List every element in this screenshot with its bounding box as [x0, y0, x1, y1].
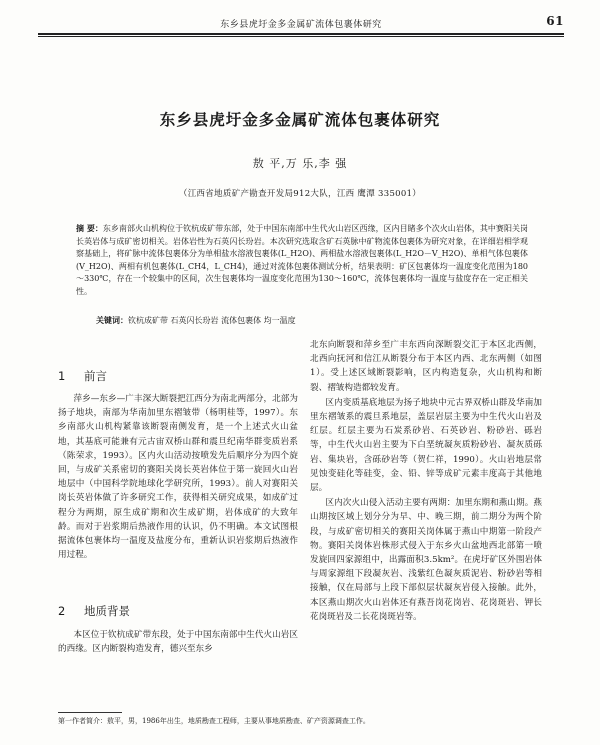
header-rule-thin [38, 36, 564, 37]
article-affiliation: （江西省地质矿产勘查开发局912大队，江西 鹰潭 335001） [178, 189, 422, 199]
paragraph: 本区位于钦杭成矿带东段，处于中国东南部中生代火山岩区的西缘。区内断裂构造发育，德兴至东乡 [58, 630, 298, 655]
intro-body [58, 392, 298, 562]
footnote: 第一作者简介：敖平，男，1986年出生，地质勘查工程师，主要从事地质勘查、矿产资源调查工作。 [58, 717, 370, 725]
section-number: 1 [58, 369, 66, 383]
abstract [76, 222, 528, 299]
abstract-text: 东乡南部火山机构位于钦杭成矿带东部，处于中国东南部中生代火山岩区西缘，区内目睹多个次火山岩体，其中赛阳关岗长英岩体与成矿密切相关。岩体岩性为石英闪长玢岩。本次研究选取含矿石英脉中矿物流体包裹体为研究对象，在详细岩相学观察基础上，将矿脉中流体包裹体分为单相盐水溶液包裹体(L_H2O)、两相盐水溶液包裹体(L_H2O－V_H2O)、单相气体包裹体(V_H2O)、两相有机包裹体(L_CH4，L_CH4)，通过对流体包裹体测试分析，结果表明：矿区包裹体均一温度变化范围为180～330℃，存在一个较集中的区间，次生包裹体均一温度变化范围为130～160℃，流体包裹体均一温度与盐度存在一定正相关性。 [76, 224, 528, 296]
section-title: 前言 [84, 369, 107, 383]
section-title: 地质背景 [84, 604, 130, 618]
keywords [96, 314, 528, 327]
article-title: 东乡县虎圩金多金属矿流体包裹体研究 [159, 110, 441, 129]
section-heading-intro [58, 368, 107, 384]
section-heading-geology [58, 603, 130, 619]
paragraph: 区内次火山侵入活动主要有两期：加里东期和燕山期。燕山期按区域上划分分为早、中、晚三期，前二期分为两个阶段，与成矿密切相关的赛阳关岗体属于燕山中期第一阶段产物。赛阳关岗体岩株形式侵入于东乡火山盆地西北部第一喷发旋回四家源组中，出露面积3.5km²。在虎圩矿区外围岩体与周家源组下段凝灰岩、浅紫红色凝灰质泥岩、粉砂岩等相接触，仅在局部与上段下部似层状凝灰岩侵入接触。此外，本区燕山期次火山岩体还有燕吾岗花岗岩、花岗斑岩、钾长花岗斑岩及二长花岗斑岩等。 [310, 498, 542, 622]
article-authors: 敖 平,万 乐,李 强 [252, 157, 348, 170]
paragraph: 萍乡—东乡—广丰深大断裂把江西分为南北两部分，北部为扬子地块，南部为华南加里东褶皱带（杨明桂等，1997）。东乡南部火山机构紧靠该断裂南侧发育，是一个上述式火山盆地，其基底可能兼有元古宙双桥山群和震旦纪南华群变质岩系（陈荣求，1993）。区内火山活动按喷发先后顺序分为四个旋回，与成矿关系密切的赛阳关岗长英岩体位于第一旋回火山岩地层中（中国科学院地球化学研究所，1993）。前人对赛阳关岗长英岩体做了许多研究工作，获得相关研究成果，如成矿过程分为两期，原生成矿期和次生成矿期，岩体成矿的大致年龄。而对于岩浆期后热液作用的认识，仍不明确。本文试图根据流体包裹体均一温度及盐度分布，重新认识岩浆期后热液作用过程。 [58, 394, 298, 561]
footnote-rule [58, 712, 122, 713]
paragraph: 北东向断裂和萍乡至广丰东西向深断裂交汇于本区北西侧，北西向抚河和信江从断裂分布于本区内西、北东两侧（如图1）。受上述区域断裂影响，区内构造复杂，火山机构和断裂、褶皱构造都较发育。 [310, 340, 542, 393]
keywords-text: 钦杭成矿带 石英闪长玢岩 流体包裹体 均一温度 [128, 316, 296, 325]
keywords-label: 关键词： [96, 315, 128, 325]
page-number: 61 [546, 14, 564, 28]
header-rule-thick [38, 33, 564, 35]
abstract-label: 摘 要： [76, 223, 103, 233]
running-header [38, 14, 564, 32]
section-number: 2 [58, 604, 66, 618]
paragraph: 区内变质基底地层为扬子地块中元古界双桥山群及华南加里东褶皱系的震旦系地层，盖层岩层主要为中生代火山岩及红层。红层主要为石炭系砂岩、石英砂岩、粉砂岩、砾岩等，中生代火山岩主要为下白垩统凝灰质粉砂岩、凝灰质砾岩、集块岩，含砾砂岩等（贺仁祥，1990）。火山岩地层常见蚀变硅化等硅变，金、铅、锌等成矿元素丰度高于其他地层。 [310, 397, 542, 494]
geology-body-left [58, 628, 298, 656]
right-column [310, 338, 542, 624]
running-header-title: 东乡县虎圩金多金属矿流体包裹体研究 [220, 20, 382, 30]
